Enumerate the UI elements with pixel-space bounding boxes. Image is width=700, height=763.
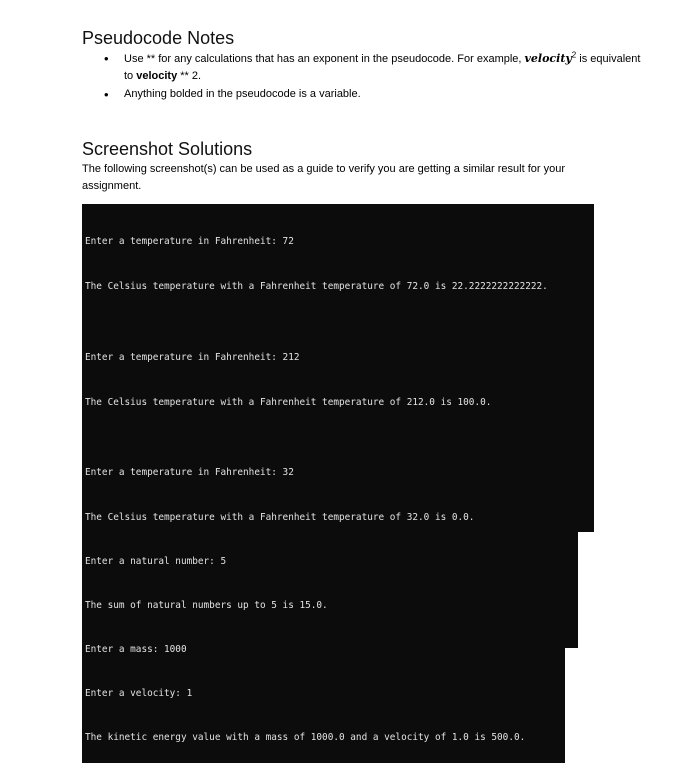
- velocity-exponent: 2: [571, 50, 577, 60]
- terminal-line: Enter a mass: 1000: [85, 643, 187, 655]
- notes-heading: Pseudocode Notes: [82, 28, 235, 48]
- solutions-intro: The following screenshot(s) can be used as a guide to verify you are getting a similar result for your assignment.: [82, 163, 566, 192]
- terminal-line: Enter a temperature in Fahrenheit: 72: [85, 236, 294, 248]
- velocity-bold-variable: velocity: [136, 70, 178, 82]
- notes-bullet-bold: [82, 86, 642, 103]
- terminal-line: Enter a temperature in Fahrenheit: 32: [85, 467, 294, 479]
- terminal-line: Enter a velocity: 1: [85, 687, 193, 699]
- notes-bullet-exponent: [82, 50, 642, 85]
- terminal-line: The Celsius temperature with a Fahrenheit temperature of 212.0 is 100.0.: [85, 396, 492, 408]
- terminal-line: The sum of natural numbers up to 5 is 15.0.: [85, 599, 328, 611]
- bullet1-text-b: is equivalent to: [124, 53, 641, 82]
- bullet1-text-c: ** 2.: [177, 70, 202, 82]
- bullet2-text: Anything bolded in the pseudocode is a variable.: [124, 88, 361, 100]
- velocity-math-term: velocity: [524, 52, 572, 65]
- notes-list: [82, 50, 642, 103]
- terminal-line: Enter a temperature in Fahrenheit: 212: [85, 352, 300, 364]
- terminal-line: The Celsius temperature with a Fahrenheit temperature of 32.0 is 0.0.: [85, 511, 475, 523]
- terminal-line: The Celsius temperature with a Fahrenheit temperature of 72.0 is 22.2222222222222.: [85, 280, 548, 292]
- terminal-line: The kinetic energy value with a mass of 1000.0 and a velocity of 1.0 is 500.0.: [85, 732, 526, 744]
- terminal-screenshot-3: [82, 435, 565, 763]
- bullet1-text-a: Use ** for any calculations that has an exponent in the pseudocode. For example,: [124, 53, 525, 65]
- solutions-heading: Screenshot Solutions: [82, 139, 253, 159]
- terminal-line: Enter a natural number: 5: [85, 555, 227, 567]
